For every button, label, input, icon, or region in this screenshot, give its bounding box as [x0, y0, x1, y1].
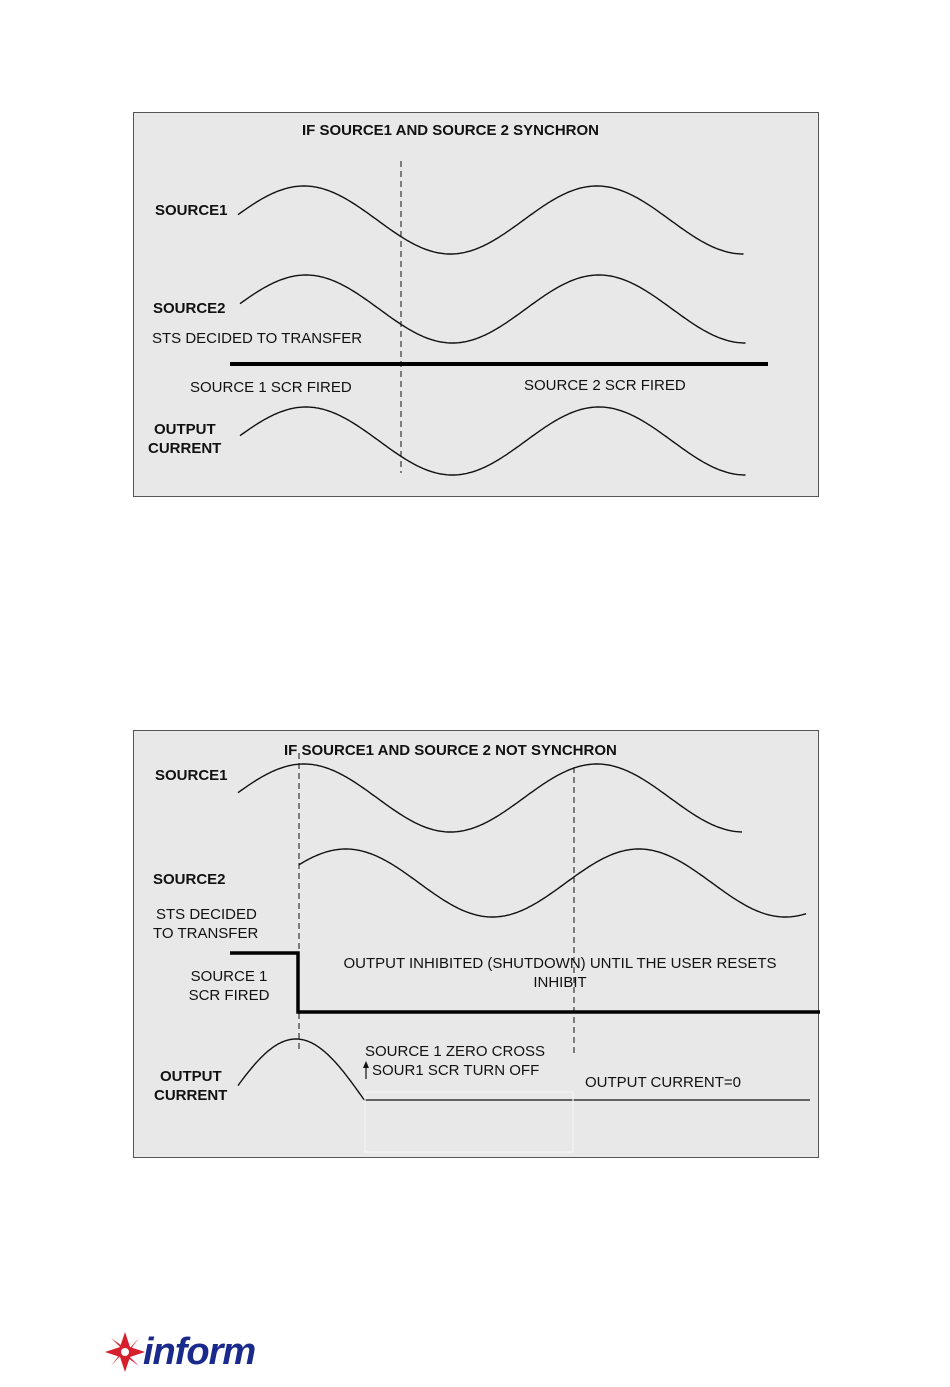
output-current-label-line1: OUTPUT — [160, 1068, 222, 1085]
source2-waveform — [299, 849, 806, 917]
sts-decided-label-line1: STS DECIDED — [156, 906, 257, 923]
source1-label: SOURCE1 — [155, 767, 228, 784]
output-current-label-line1: OUTPUT — [154, 421, 216, 438]
output-current-zero-label: OUTPUT CURRENT=0 — [585, 1074, 741, 1091]
logo-text: inform — [143, 1331, 256, 1373]
sts-decided-label-line2: TO TRANSFER — [153, 925, 259, 942]
source2-label: SOURCE2 — [153, 300, 226, 317]
star-icon — [105, 1332, 145, 1372]
output-current-label-line2: CURRENT — [148, 440, 222, 457]
zero-cross-arrow-head — [363, 1061, 369, 1068]
source1-scr-fired-line1: SOURCE 1 — [190, 968, 268, 985]
diagram-synchron — [133, 112, 819, 497]
source1-label: SOURCE1 — [155, 202, 228, 219]
sts-decided-label: STS DECIDED TO TRANSFER — [152, 330, 363, 347]
zero-cross-label-line1: SOURCE 1 ZERO CROSS — [365, 1043, 546, 1060]
diagram-title: IF SOURCE1 AND SOURCE 2 SYNCHRON — [302, 122, 599, 139]
zero-cross-label-line2: SOUR1 SCR TURN OFF — [372, 1062, 540, 1079]
diagram-not-synchron — [133, 730, 819, 1158]
output-inhibited-line1: OUTPUT INHIBITED (SHUTDOWN) UNTIL THE USER RESETS — [343, 955, 777, 972]
output-current-waveform — [238, 1039, 364, 1100]
source2-scr-fired-label: SOURCE 2 SCR FIRED — [524, 377, 686, 394]
output-current-waveform — [240, 407, 746, 475]
highlight-box — [365, 1092, 573, 1152]
source1-scr-fired-label: SOURCE 1 SCR FIRED — [190, 379, 352, 396]
source1-scr-fired-line2: SCR FIRED — [188, 987, 270, 1004]
diagram-synchron-graphics — [134, 113, 820, 498]
source1-waveform — [238, 186, 744, 254]
diagram-title: IF SOURCE1 AND SOURCE 2 NOT SYNCHRON — [284, 742, 617, 759]
inform-logo — [103, 1328, 273, 1376]
output-inhibited-line2: INHIBIT — [533, 974, 587, 991]
diagram-not-synchron-graphics — [134, 731, 820, 1159]
output-current-label-line2: CURRENT — [154, 1087, 228, 1104]
source1-waveform — [238, 764, 742, 832]
source2-label: SOURCE2 — [153, 871, 226, 888]
